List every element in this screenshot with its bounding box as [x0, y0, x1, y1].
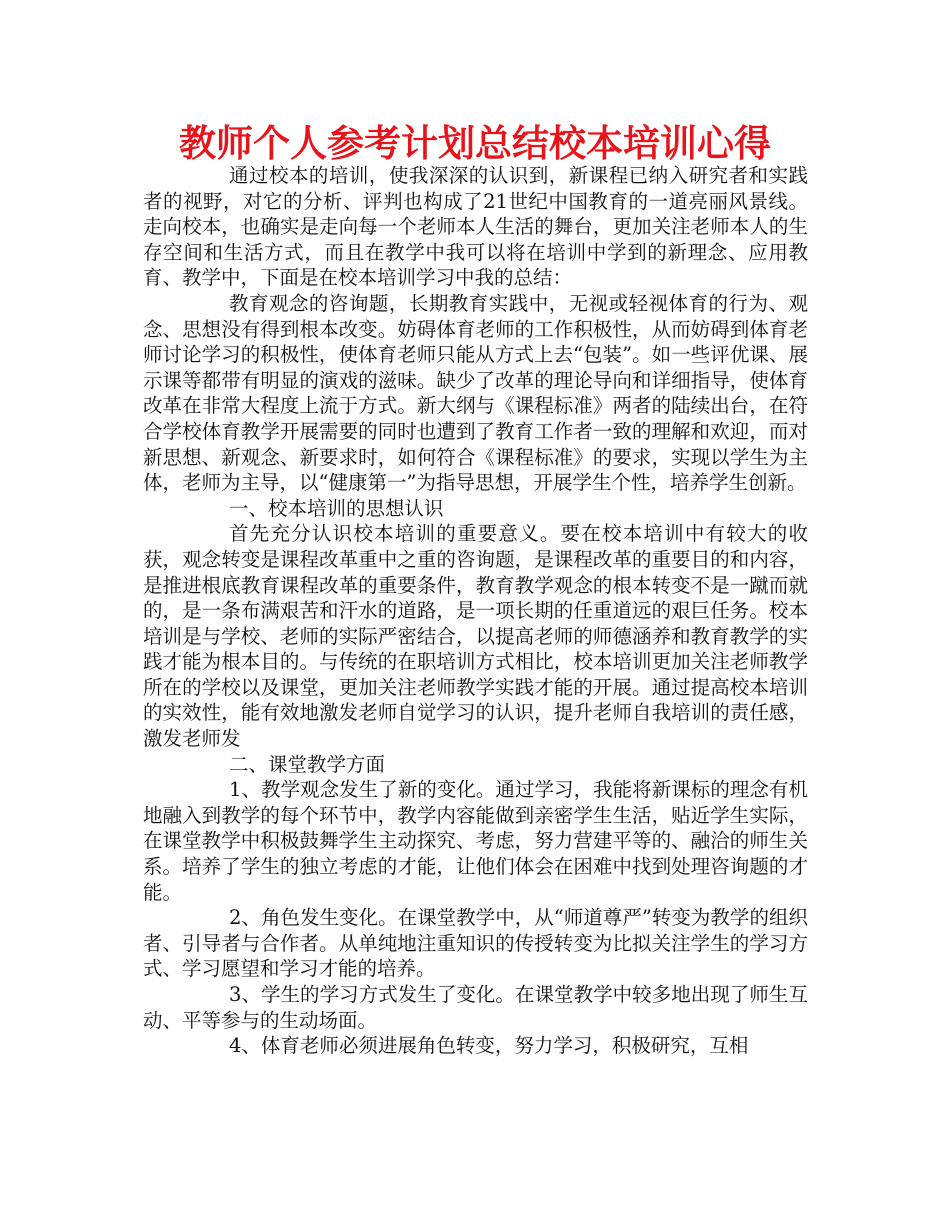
paragraph-point-4: 4、体育老师必须进展角色转变，努力学习，积极研究，互相 — [229, 1034, 749, 1058]
paragraph-intro: 通过校本的培训，使我深深的认识到，新课程已纳入研究者和实践者的视野，对它的分析、评判也构成了21世纪中国教育的一道亮丽风景线。走向校本，也确实是走向每一个老师本人生活的舞台，更加关注老师本人的生存空间和生活方式，而且在教学中我可以将在培训中学到的新理念、应用教育、教学中，下面是在校本培训学习中我的总结： — [143, 164, 808, 290]
paragraph-point-3: 3、学生的学习方式发生了变化。在课堂教学中较多地出现了师生互动、平等参与的生动场面。 — [143, 983, 808, 1032]
document-body — [143, 163, 808, 1059]
section-heading-1: 一、校本培训的思想认识 — [229, 496, 444, 520]
paragraph-point-2: 2、角色发生变化。在课堂教学中，从“师道尊严”转变为教学的组织者、引导者与合作者。从单纯地注重知识的传授转变为比拟关注学生的学习方式、学习愿望和学习才能的培养。 — [143, 906, 808, 981]
section-heading-2: 二、课堂教学方面 — [229, 752, 386, 776]
paragraph-training-awareness: 首先充分认识校本培训的重要意义。要在校本培训中有较大的收获，观念转变是课程改革重中之重的咨询题，是课程改革的重要目的和内容，是推进根底教育课程改革的重要条件，教育教学观念的根本转变不是一蹴而就的，是一条布满艰苦和汗水的道路，是一项长期的任重道远的艰巨任务。校本培训是与学校、老师的实际严密结合，以提高老师的师德涵养和教育教学的实践才能为根本目的。与传统的在职培训方式相比，校本培训更加关注老师教学所在的学校以及课堂，更加关注老师教学实践才能的开展。通过提高校本培训的实效性，能有效地激发老师自觉学习的认识，提升老师自我培训的责任感，激发老师发 — [143, 522, 808, 751]
paragraph-point-1: 1、教学观念发生了新的变化。通过学习，我能将新课标的理念有机地融入到教学的每个环节中，教学内容能做到亲密学生生活，贴近学生实际，在课堂教学中积极鼓舞学生主动探究、考虑，努力营建平等的、融洽的师生关系。培养了学生的独立考虑的才能，让他们体会在困难中找到处理咨询题的才能。 — [143, 778, 808, 904]
paragraph-education-concepts: 教育观念的咨询题，长期教育实践中，无视或轻视体育的行为、观念、思想没有得到根本改变。妨碍体育老师的工作积极性，从而妨碍到体育老师讨论学习的积极性，使体育老师只能从方式上去“包装”。如一些评优课、展示课等都带有明显的演戏的滋味。缺少了改革的理论导向和详细指导，使体育改革在非常大程度上流于方式。新大纲与《课程标准》两者的陆续出台，在符合学校体育教学开展需要的同时也遭到了教育工作者一致的理解和欢迎，而对新思想、新观念、新要求时，如何符合《课程标准》的要求，实现以学生为主体，老师为主导，以“健康第一”为指导思想，开展学生个性，培养学生创新。 — [143, 291, 808, 495]
document-title: 教师个人参考计划总结校本培训心得 — [179, 122, 771, 165]
